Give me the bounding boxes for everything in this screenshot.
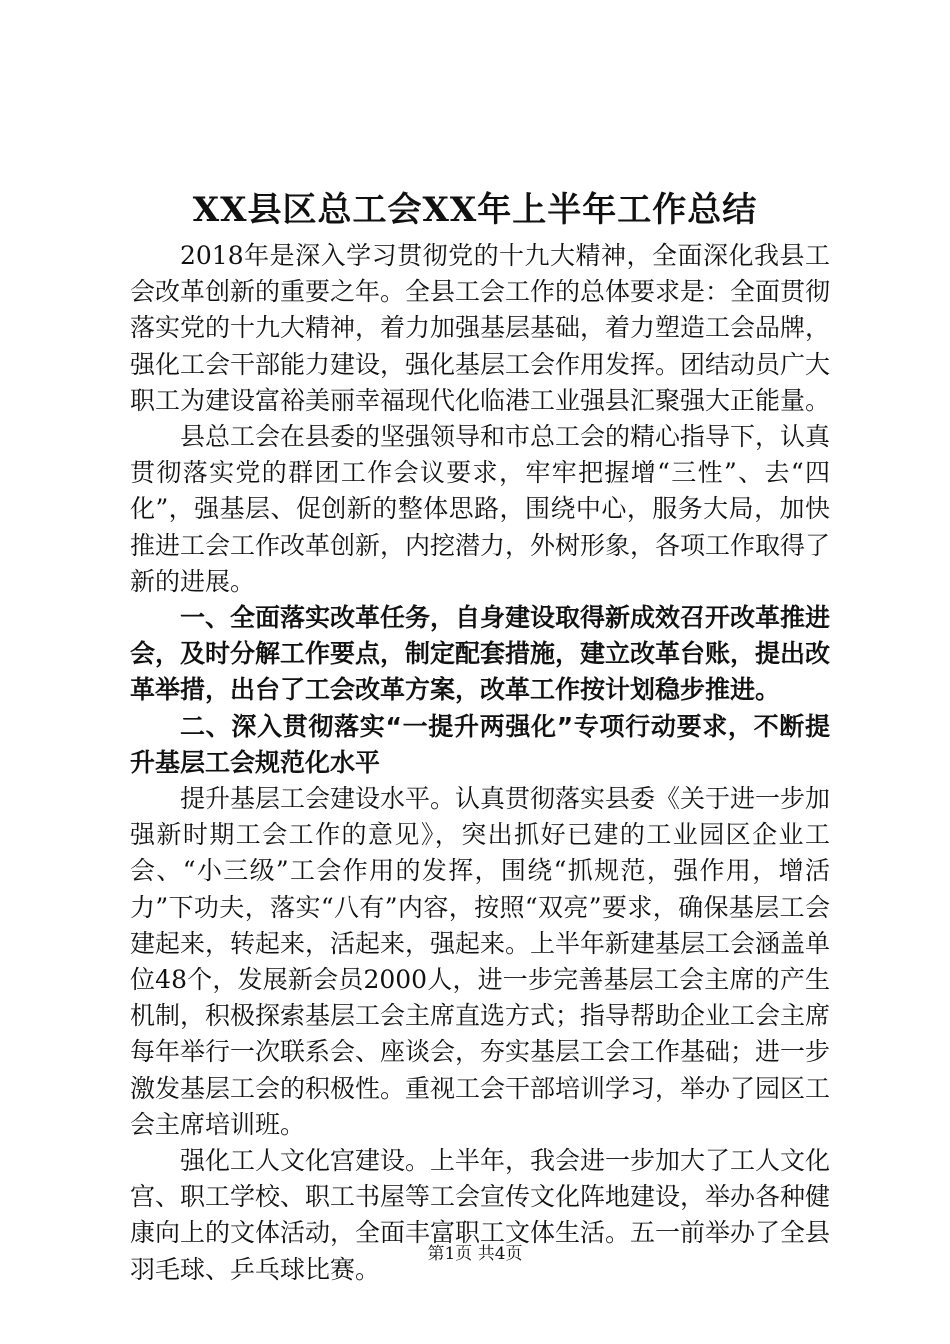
paragraph-grassroots: 提升基层工会建设水平。认真贯彻落实县委《关于进一步加强新时期工会工作的意见》，突出抓好已建的工业园区企业工会、“小三级”工会作用的发挥，围绕“抓规范，强作用，增活力”下功夫，落实“八有”内容，按照“双亮”要求，确保基层工会建起来，转起来，活起来，强起来。上半年新建基层工会涵盖单位48个，发展新会员2000人，进一步完善基层工会主席的产生机制，积极探索基层工会主席直选方式；指导帮助企业工会主席每年举行一次联系会、座谈会，夯实基层工会工作基础；进一步激发基层工会的积极性。重视工会干部培训学习，举办了园区工会主席培训班。 xyxy=(130,784,831,1139)
document-title: XX县区总工会XX年上半年工作总结 xyxy=(192,190,758,230)
document-body xyxy=(130,238,830,1288)
page-number-footer: 第1页 共4页 xyxy=(427,1244,523,1264)
paragraph-overview: 县总工会在县委的坚强领导和市总工会的精心指导下，认真贯彻落实党的群团工作会议要求，牢牢把握增“三性”、去“四化”，强基层、促创新的整体思路，围绕中心，服务大局，加快推进工会工作改革创新，内挖潜力，外树形象，各项工作取得了新的进展。 xyxy=(130,422,831,596)
paragraph-intro: 2018年是深入学习贯彻党的十九大精神，全面深化我县工会改革创新的重要之年。全县工会工作的总体要求是：全面贯彻落实党的十九大精神，着力加强基层基础，着力塑造工会品牌，强化工会干部能力建设，强化基层工会作用发挥。团结动员广大职工为建设富裕美丽幸福现代化临港工业强县汇聚强大正能量。 xyxy=(130,241,831,415)
section-heading-2: 二、深入贯彻落实“一提升两强化”专项行动要求，不断提升基层工会规范化水平 xyxy=(130,711,830,777)
section-heading-1: 一、全面落实改革任务，自身建设取得新成效召开改革推进会，及时分解工作要点，制定配套措施，建立改革台账，提出改革举措，出台了工会改革方案，改革工作按计划稳步推进。 xyxy=(130,603,831,705)
paragraph-culture-palace: 强化工人文化宫建设。上半年，我会进一步加大了工人文化宫、职工学校、职工书屋等工会宣传文化阵地建设，举办各种健康向上的文体活动，全面丰富职工文体生活。五一前举办了全县羽毛球、乒乓球比赛。 xyxy=(130,1146,831,1284)
